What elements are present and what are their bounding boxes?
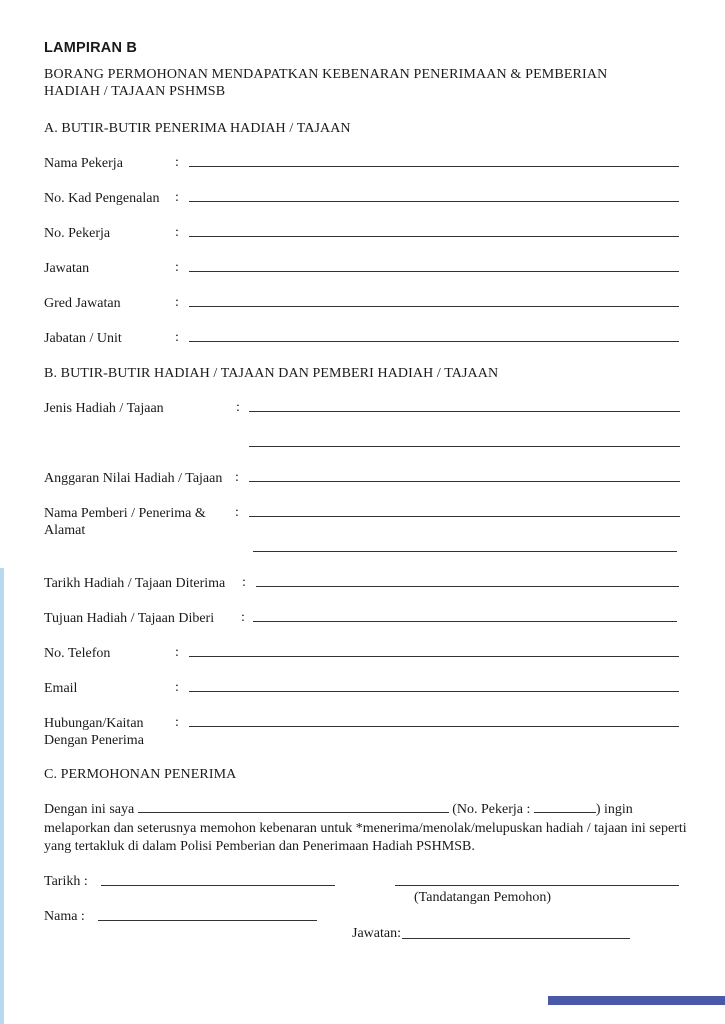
label-hubungan-kaitan: Hubungan/Kaitan Dengan Penerima xyxy=(44,716,144,748)
jabatan-unit-field[interactable] xyxy=(189,341,679,342)
label-nama-pemberi: Nama Pemberi / Penerima & Alamat xyxy=(44,506,206,538)
form-title: BORANG PERMOHONAN MENDAPATKAN KEBENARAN PENERIMAAN & PEMBERIAN HADIAH / TAJAAN PSHMSB xyxy=(44,67,608,99)
tarikh-field[interactable] xyxy=(101,885,335,886)
section-b-heading: B. BUTIR-BUTIR HADIAH / TAJAAN DAN PEMBERI HADIAH / TAJAAN xyxy=(44,366,499,381)
tarikh-label: Tarikh : xyxy=(44,874,88,889)
declaration-start: Dengan ini saya xyxy=(44,802,135,817)
label-anggaran-nilai: Anggaran Nilai Hadiah / Tajaan xyxy=(44,471,223,486)
label-tujuan-hadiah: Tujuan Hadiah / Tajaan Diberi xyxy=(44,611,215,626)
signature-line[interactable] xyxy=(395,885,679,886)
label-no-telefon: No. Telefon xyxy=(44,646,111,661)
colon: : xyxy=(175,225,179,240)
label-jenis-hadiah: Jenis Hadiah / Tajaan xyxy=(44,401,164,416)
label-jabatan-unit: Jabatan / Unit xyxy=(44,331,122,346)
declaration-no-pekerja-label: (No. Pekerja : xyxy=(452,802,531,817)
declaration-paragraph xyxy=(44,801,689,857)
no-telefon-field[interactable] xyxy=(189,656,679,657)
colon: : xyxy=(241,610,245,625)
label-gred-jawatan: Gred Jawatan xyxy=(44,296,121,311)
colon: : xyxy=(242,575,246,590)
colon: : xyxy=(175,295,179,310)
label-no-pekerja: No. Pekerja xyxy=(44,226,111,241)
colon: : xyxy=(236,400,240,415)
gred-jawatan-field[interactable] xyxy=(189,306,679,307)
section-a-heading: A. BUTIR-BUTIR PENERIMA HADIAH / TAJAAN xyxy=(44,121,351,136)
footer-accent-bar xyxy=(548,996,725,1005)
jenis-hadiah-field[interactable] xyxy=(249,411,680,412)
colon: : xyxy=(235,505,239,520)
nama-field[interactable] xyxy=(98,920,317,921)
nama-saya-field[interactable] xyxy=(138,801,449,813)
signature-caption: (Tandatangan Pemohon) xyxy=(414,890,552,905)
declaration-line-1 xyxy=(44,801,689,820)
lampiran-heading: LAMPIRAN B xyxy=(44,40,138,56)
colon: : xyxy=(175,155,179,170)
jawatan-field[interactable] xyxy=(189,271,679,272)
colon: : xyxy=(175,680,179,695)
anggaran-nilai-field[interactable] xyxy=(249,481,680,482)
no-pekerja-field[interactable] xyxy=(189,236,679,237)
no-kad-pengenalan-field[interactable] xyxy=(189,201,679,202)
declaration-no-pekerja-field[interactable] xyxy=(534,801,596,813)
colon: : xyxy=(175,190,179,205)
declaration-rest: melaporkan dan seterusnya memohon kebenaran untuk *menerima/menolak/melupuskan hadiah / tajaan ini seperti yang tertakluk di dalam Polisi Pemberian dan Penerimaan Hadiah PSHMSB. xyxy=(44,820,687,854)
label-jawatan: Jawatan xyxy=(44,261,90,276)
jenis-hadiah-field-line-2[interactable] xyxy=(249,446,680,447)
label-tarikh-hadiah: Tarikh Hadiah / Tajaan Diterima xyxy=(44,576,226,591)
jawatan-label: Jawatan: xyxy=(352,926,401,941)
label-email: Email xyxy=(44,681,78,696)
label-nama-pekerja: Nama Pekerja xyxy=(44,156,123,171)
alamat-field-line-2[interactable] xyxy=(253,551,677,552)
label-no-kad-pengenalan: No. Kad Pengenalan xyxy=(44,191,160,206)
colon: : xyxy=(175,715,179,730)
colon: : xyxy=(235,470,239,485)
nama-pekerja-field[interactable] xyxy=(189,166,679,167)
left-accent-bar xyxy=(0,568,4,1024)
jawatan-sign-field[interactable] xyxy=(402,938,630,939)
nama-label: Nama : xyxy=(44,909,85,924)
colon: : xyxy=(175,645,179,660)
declaration-ingin: ) ingin xyxy=(595,802,633,817)
tujuan-hadiah-field[interactable] xyxy=(253,621,677,622)
colon: : xyxy=(175,330,179,345)
hubungan-kaitan-field[interactable] xyxy=(189,726,679,727)
nama-pemberi-field[interactable] xyxy=(249,516,680,517)
colon: : xyxy=(175,260,179,275)
tarikh-hadiah-field[interactable] xyxy=(256,586,679,587)
section-c-heading: C. PERMOHONAN PENERIMA xyxy=(44,767,237,782)
email-field[interactable] xyxy=(189,691,679,692)
